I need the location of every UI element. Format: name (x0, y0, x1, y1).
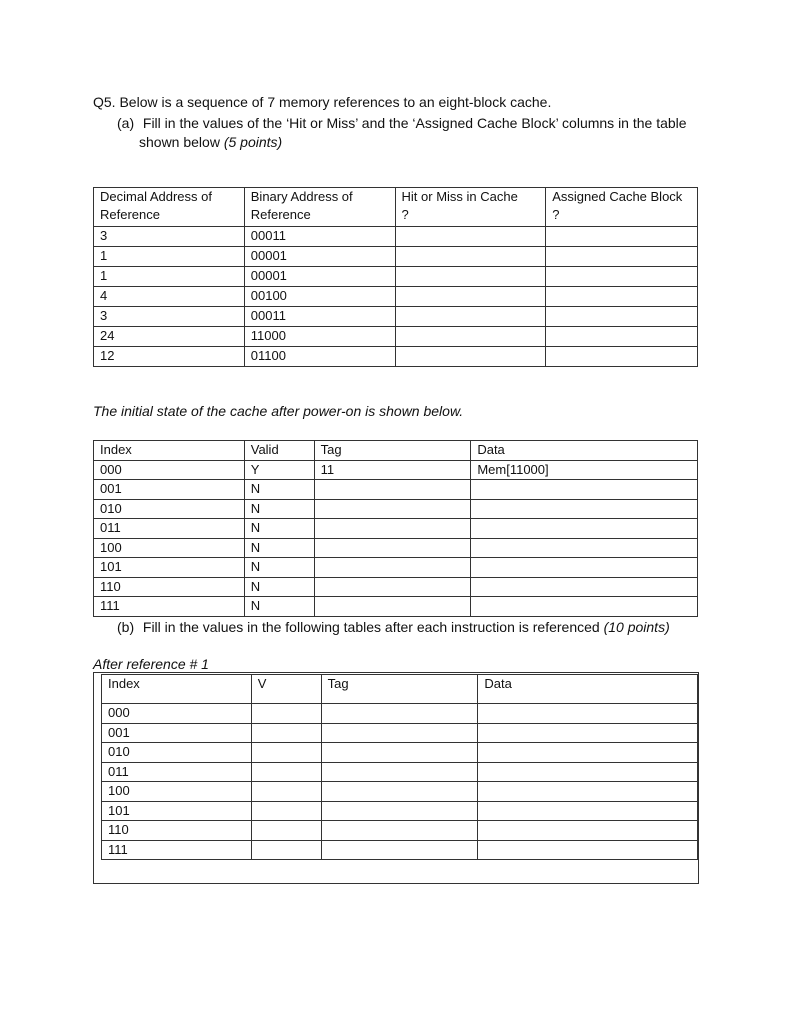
table-cell: 101 (102, 801, 252, 821)
table-cell (251, 821, 321, 841)
part-a-label: (a) (117, 115, 135, 131)
table-row (94, 558, 698, 578)
table-cell (321, 782, 478, 802)
table-cell (314, 558, 471, 578)
reference-table (93, 187, 698, 367)
part-a-points: (5 points) (223, 134, 283, 150)
table-cell (546, 267, 698, 287)
column-header (244, 188, 395, 227)
table-cell: N (244, 480, 314, 500)
table-cell (251, 801, 321, 821)
table-cell (478, 762, 698, 782)
part-a-instruction-cont (139, 133, 282, 152)
after-reference-table (101, 674, 698, 860)
column-header-line: Decimal Address of (100, 189, 212, 204)
table-cell (251, 762, 321, 782)
table-cell (478, 821, 698, 841)
table-row (94, 227, 698, 247)
table-row (102, 704, 698, 724)
table-cell (321, 723, 478, 743)
table-row (102, 743, 698, 763)
table-cell: 010 (94, 499, 245, 519)
table-cell (395, 247, 546, 267)
table-row (94, 327, 698, 347)
part-b-instruction (117, 618, 670, 637)
table-cell (471, 597, 698, 617)
table-cell: Y (244, 460, 314, 480)
table-cell (251, 723, 321, 743)
table-cell: 1 (94, 267, 245, 287)
table-cell (314, 480, 471, 500)
table-cell: 111 (94, 597, 245, 617)
table-cell: 001 (94, 480, 245, 500)
table-row (94, 519, 698, 539)
table-row (94, 597, 698, 617)
table-row (102, 840, 698, 860)
table-cell: 00001 (244, 247, 395, 267)
part-b-label: (b) (117, 619, 135, 635)
table-cell: 3 (94, 227, 245, 247)
column-header-line: Binary Address of (250, 189, 353, 204)
table-row (94, 499, 698, 519)
table-cell: 00011 (244, 307, 395, 327)
part-b-text: Fill in the values in the following tables after each instruction is referenced (142, 619, 600, 635)
table-cell: 1 (94, 247, 245, 267)
table-row (94, 577, 698, 597)
table-cell: 11 (314, 460, 471, 480)
column-header-line: Assigned Cache Block (552, 189, 683, 204)
table-cell (471, 577, 698, 597)
part-a-text-2: shown below (139, 134, 220, 150)
column-header: Tag (314, 441, 471, 461)
table-cell: 111 (102, 840, 252, 860)
table-cell (546, 307, 698, 327)
table-row (94, 538, 698, 558)
column-header (395, 188, 546, 227)
table-row (102, 762, 698, 782)
table-cell (321, 704, 478, 724)
column-header: Valid (244, 441, 314, 461)
table-cell (471, 519, 698, 539)
table-cell (546, 227, 698, 247)
table-header-row (102, 675, 698, 704)
table-cell (395, 307, 546, 327)
table-row (94, 267, 698, 287)
table-cell (251, 743, 321, 763)
table-cell (251, 704, 321, 724)
table-cell (478, 704, 698, 724)
table-cell (395, 287, 546, 307)
table-cell (395, 327, 546, 347)
table-cell: 12 (94, 347, 245, 367)
table-cell (546, 347, 698, 367)
initial-state-caption: The initial state of the cache after power-on is shown below. (93, 403, 464, 419)
table-cell: N (244, 597, 314, 617)
table-cell: 00100 (244, 287, 395, 307)
table-cell (546, 327, 698, 347)
table-cell: 00001 (244, 267, 395, 287)
table-cell: 100 (102, 782, 252, 802)
table-cell (478, 743, 698, 763)
part-a-instruction (117, 114, 687, 133)
table-cell: Mem[11000] (471, 460, 698, 480)
column-header-line: Reference (250, 207, 311, 222)
table-cell: 100 (94, 538, 245, 558)
table-cell (471, 538, 698, 558)
table-cell: 4 (94, 287, 245, 307)
table-cell: 3 (94, 307, 245, 327)
part-a-text: Fill in the values of the ‘Hit or Miss’ and the ‘Assigned Cache Block’ columns in the table (142, 115, 687, 131)
table-cell (471, 499, 698, 519)
column-header: Tag (321, 675, 478, 704)
column-header-line: ? (401, 207, 409, 222)
table-row (94, 247, 698, 267)
column-header (94, 188, 245, 227)
table-cell: N (244, 558, 314, 578)
table-cell (471, 558, 698, 578)
table-cell (314, 577, 471, 597)
column-header-line: ? (552, 207, 560, 222)
table-cell (321, 801, 478, 821)
column-header: V (251, 675, 321, 704)
table-cell: N (244, 577, 314, 597)
table-cell: N (244, 499, 314, 519)
table-cell: 010 (102, 743, 252, 763)
table-row (94, 460, 698, 480)
table-cell: N (244, 538, 314, 558)
table-cell: N (244, 519, 314, 539)
column-header-line: Hit or Miss in Cache (401, 189, 518, 204)
table-cell: 011 (102, 762, 252, 782)
table-cell: 000 (94, 460, 245, 480)
table-cell (546, 247, 698, 267)
table-cell (314, 519, 471, 539)
table-cell (314, 499, 471, 519)
table-cell: 001 (102, 723, 252, 743)
column-header: Data (478, 675, 698, 704)
table-cell: 24 (94, 327, 245, 347)
table-cell (478, 840, 698, 860)
table-cell: 110 (94, 577, 245, 597)
table-cell (321, 840, 478, 860)
table-cell: 01100 (244, 347, 395, 367)
table-cell (321, 762, 478, 782)
question-title: Q5. Below is a sequence of 7 memory references to an eight-block cache. (93, 94, 552, 110)
column-header: Index (102, 675, 252, 704)
table-cell: 00011 (244, 227, 395, 247)
column-header (546, 188, 698, 227)
column-header-line: Reference (100, 207, 160, 222)
table-row (94, 307, 698, 327)
table-row (102, 821, 698, 841)
table-cell (471, 480, 698, 500)
table-cell (478, 782, 698, 802)
table-cell (251, 782, 321, 802)
table-cell (395, 347, 546, 367)
table-cell (251, 840, 321, 860)
table-cell: 11000 (244, 327, 395, 347)
table-row (94, 347, 698, 367)
table-cell (321, 821, 478, 841)
table-cell (395, 267, 546, 287)
table-cell (478, 801, 698, 821)
part-b-points: (10 points) (603, 619, 670, 635)
initial-cache-table (93, 440, 698, 617)
table-cell (314, 597, 471, 617)
table-cell (395, 227, 546, 247)
table-row (102, 801, 698, 821)
table-cell: 011 (94, 519, 245, 539)
table-row (102, 782, 698, 802)
after-reference-caption: After reference # 1 (93, 656, 209, 672)
table-cell (546, 287, 698, 307)
column-header: Index (94, 441, 245, 461)
table-row (94, 480, 698, 500)
table-row (102, 723, 698, 743)
table-cell (478, 723, 698, 743)
table-cell: 110 (102, 821, 252, 841)
table-header-row (94, 441, 698, 461)
table-cell: 000 (102, 704, 252, 724)
table-header-row (94, 188, 698, 227)
table-cell (321, 743, 478, 763)
table-row (94, 287, 698, 307)
column-header: Data (471, 441, 698, 461)
table-cell (314, 538, 471, 558)
table-cell: 101 (94, 558, 245, 578)
